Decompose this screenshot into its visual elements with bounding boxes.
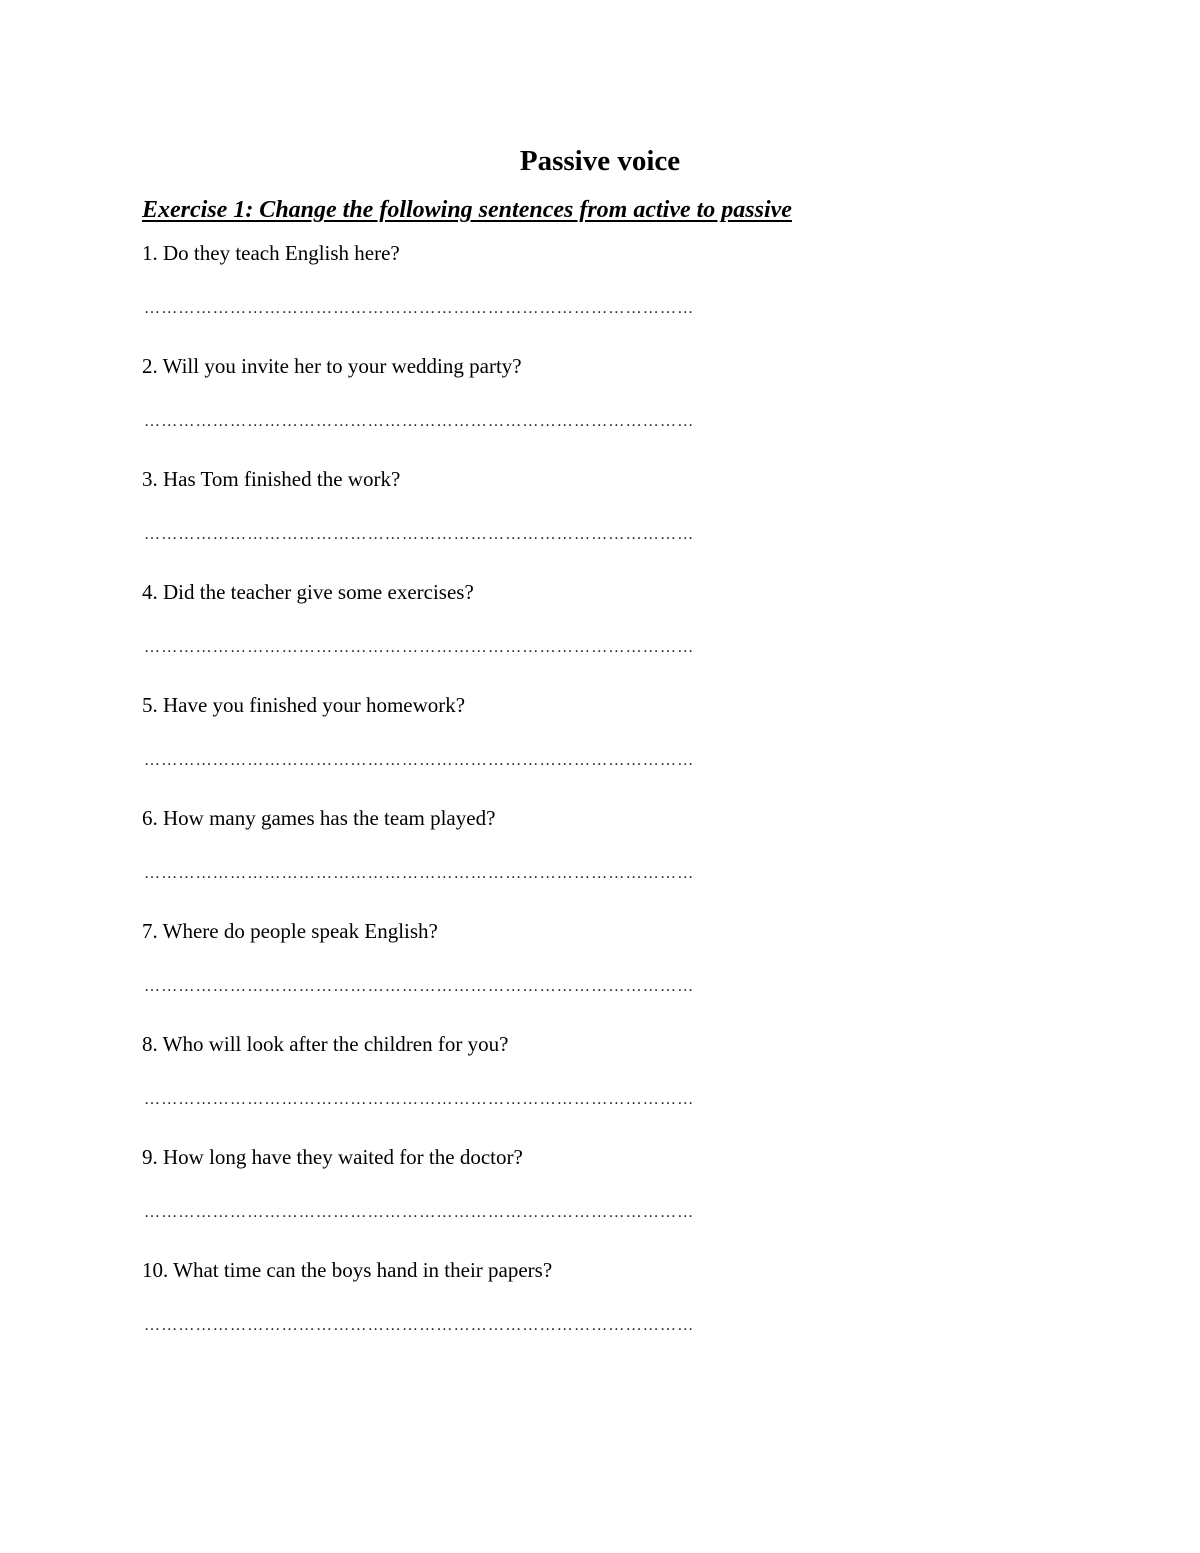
question-item xyxy=(142,1255,902,1368)
question-text: 6. How many games has the team played? xyxy=(142,806,496,830)
question-item xyxy=(142,351,902,464)
page-title: Passive voice xyxy=(519,145,681,177)
answer-line[interactable]: …………………………………………………………………………………… xyxy=(144,639,695,656)
exercise-heading: Exercise 1: Change the following sentences from active to passive xyxy=(142,197,792,223)
question-text: 8. Who will look after the children for you? xyxy=(142,1032,509,1056)
question-item xyxy=(142,916,902,1029)
question-text: 9. How long have they waited for the doctor? xyxy=(142,1145,523,1169)
question-text: 10. What time can the boys hand in their papers? xyxy=(142,1258,553,1282)
question-text: 5. Have you finished your homework? xyxy=(142,693,466,717)
question-item xyxy=(142,464,902,577)
answer-line[interactable]: …………………………………………………………………………………… xyxy=(144,865,695,882)
question-text: 1. Do they teach English here? xyxy=(142,241,400,265)
question-text: 2. Will you invite her to your wedding party? xyxy=(142,354,522,378)
question-list xyxy=(142,238,902,1368)
question-item xyxy=(142,690,902,803)
answer-line[interactable]: …………………………………………………………………………………… xyxy=(144,300,695,317)
question-item xyxy=(142,238,902,351)
answer-line[interactable]: …………………………………………………………………………………… xyxy=(144,413,695,430)
answer-line[interactable]: …………………………………………………………………………………… xyxy=(144,752,695,769)
answer-line[interactable]: …………………………………………………………………………………… xyxy=(144,1091,695,1108)
question-item xyxy=(142,577,902,690)
question-item xyxy=(142,803,902,916)
question-item xyxy=(142,1029,902,1142)
question-text: 4. Did the teacher give some exercises? xyxy=(142,580,474,604)
answer-line[interactable]: …………………………………………………………………………………… xyxy=(144,1204,695,1221)
question-text: 7. Where do people speak English? xyxy=(142,919,438,943)
answer-line[interactable]: …………………………………………………………………………………… xyxy=(144,526,695,543)
answer-line[interactable]: …………………………………………………………………………………… xyxy=(144,978,695,995)
question-text: 3. Has Tom finished the work? xyxy=(142,467,401,491)
answer-line[interactable]: …………………………………………………………………………………… xyxy=(144,1317,695,1334)
question-item xyxy=(142,1142,902,1255)
